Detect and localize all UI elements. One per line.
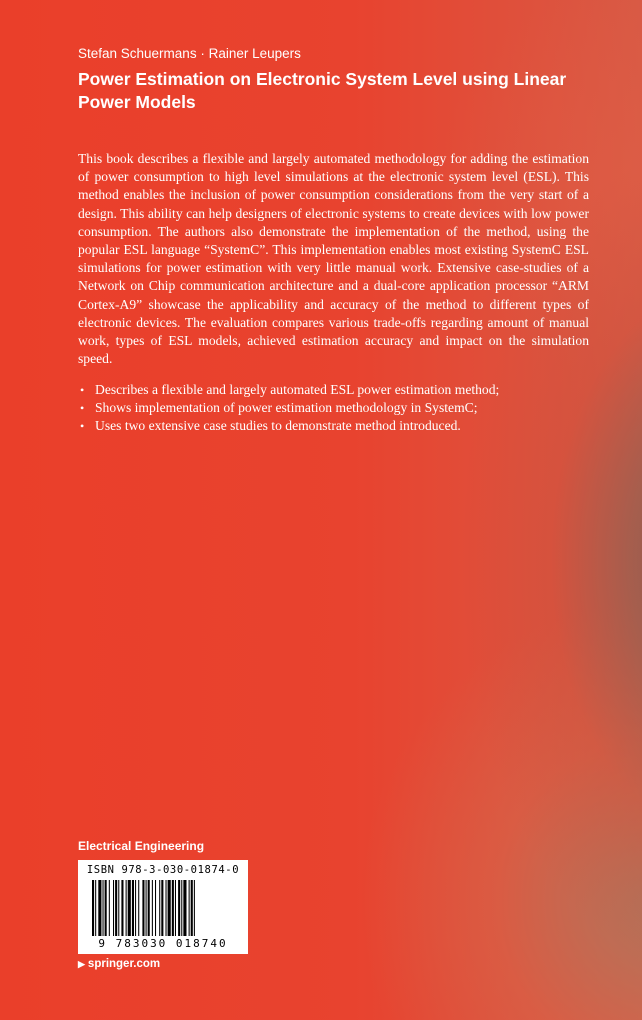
- list-item: • Uses two extensive case studies to demonstrate method introduced.: [78, 417, 598, 435]
- isbn-barcode: [78, 860, 248, 954]
- list-item: • Shows implementation of power estimation methodology in SystemC;: [78, 399, 598, 417]
- barcode-bars: [92, 880, 234, 936]
- bullet-icon: •: [80, 401, 85, 416]
- book-description: This book describes a flexible and largely automated methodology for adding the estimation of power consumption to high level simulations at the electronic system level (ESL). This method enables the inclusion of power consumption considerations from the very start of a design. This ability can help designers of electronic systems to create devices with low power consumption. The authors also demonstrate the implementation of the method, using the popular ESL language “SystemC”. This implementation enables most existing SystemC ESL simulations for power estimation with very little manual work. Extensive case-studies of a Network on Chip communication architecture and a dual-core application processor “ARM Cortex-A9” showcase the applicability and accuracy of the method to different types of electronic devices. The evaluation compares various trade-offs regarding amount of manual work, types of ESL models, achieved estimation accuracy and impact on the simulation speed.: [78, 151, 589, 367]
- publisher-link-label: springer.com: [87, 958, 161, 970]
- bullet-icon: •: [80, 383, 85, 397]
- feature-list: [78, 381, 598, 436]
- subject-category: Electrical Engineering: [78, 839, 205, 853]
- book-title: Power Estimation on Electronic System Level using Linear Power Models: [78, 69, 567, 112]
- isbn-label: ISBN 978-3-030-01874-0: [86, 864, 240, 876]
- list-item: • Describes a flexible and largely automated ESL power estimation method;: [78, 381, 598, 399]
- publisher-link[interactable]: [78, 958, 160, 970]
- arrow-right-icon: ▶: [78, 959, 85, 969]
- ean-digits: 9 783030 018740: [98, 937, 228, 950]
- bullet-icon: •: [80, 419, 85, 434]
- author-names: Stefan Schuermans · Rainer Leupers: [78, 46, 301, 61]
